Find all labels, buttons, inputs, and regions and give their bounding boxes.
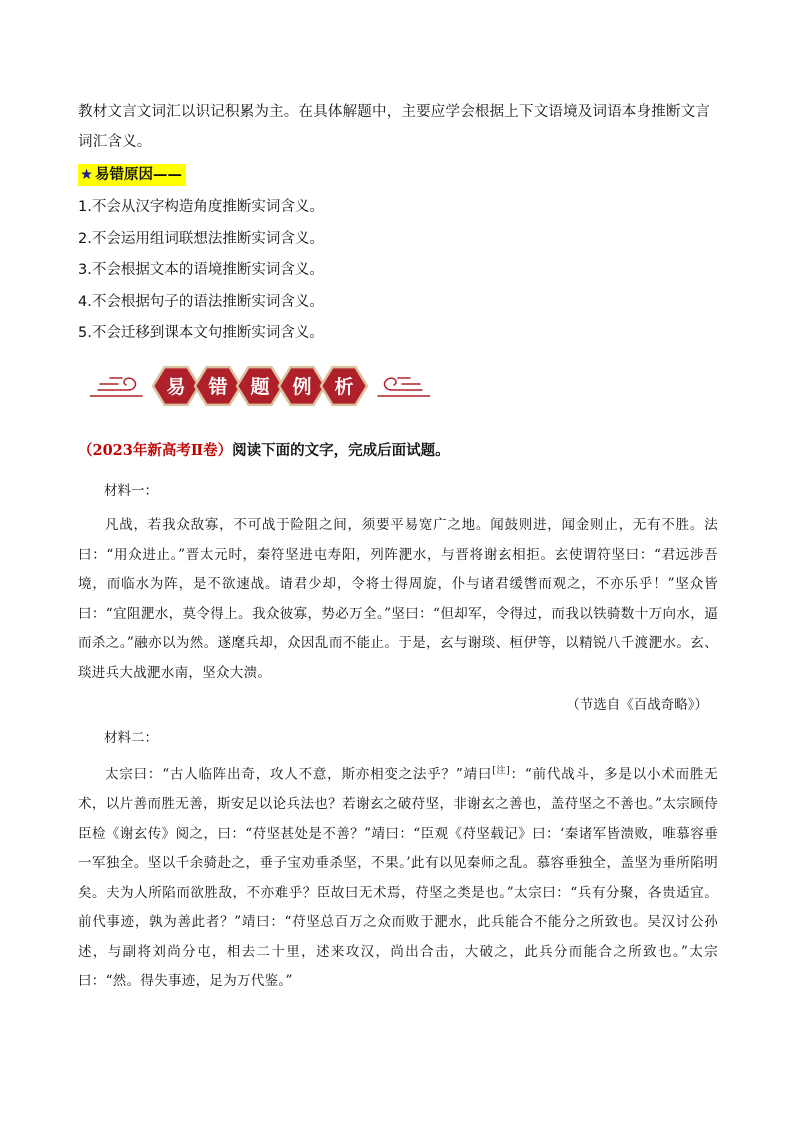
error-causes-heading-text: 易错原因—— bbox=[95, 167, 182, 183]
section-banner bbox=[90, 362, 430, 410]
list-item: 1.不会从汉字构造角度推断实词含义。 bbox=[78, 199, 324, 215]
exam-source: （2023年新高考Ⅱ卷） bbox=[78, 442, 233, 459]
star-icon: ★ bbox=[80, 167, 93, 183]
banner-char: 错 bbox=[208, 376, 228, 398]
banner-char: 例 bbox=[292, 376, 312, 398]
question-source-line bbox=[78, 440, 718, 462]
question-instruction: 阅读下面的文字，完成后面试题。 bbox=[232, 442, 450, 459]
right-cloud-ornament-icon bbox=[378, 378, 430, 396]
left-cloud-ornament-icon bbox=[90, 378, 142, 396]
error-causes-list bbox=[78, 195, 718, 353]
list-item: 2.不会运用组词联想法推断实词含义。 bbox=[78, 230, 324, 247]
material-one-source: （节选自《百战奇略》） bbox=[566, 697, 708, 713]
error-causes-heading bbox=[78, 164, 186, 186]
banner-char: 析 bbox=[334, 376, 354, 398]
banner-char: 易 bbox=[166, 376, 186, 398]
material-two-text bbox=[78, 757, 718, 997]
material-one-text: 凡战，若我众敌寡，不可战于险阻之间，须要平易宽广之地。闻鼓则进，闻金则止，无有不胜。法曰：“用众进止。”晋太元时，秦符坚进屯寿阳，列阵淝水，与晋将谢玄相拒。玄使谓符坚曰：“君远涉吾境，而临水为阵，是不欲速战。请君少却，令将士得周旋，仆与诸君缓辔而观之，不亦乐乎！”坚众皆曰：“宜阻淝水，莫令得上。我众彼寡，势必万全。”坚曰：“但却军，令得过，而我以铁骑数十万向水，逼而杀之。”融亦以为然。遂麾兵却，众因乱而不能止。于是，玄与谢琰、桓伊等，以精锐八千渡淝水。玄、琰进兵大战淝水南，坚众大溃。 bbox=[78, 517, 718, 681]
annotation-marker: [注] bbox=[492, 766, 511, 776]
material-two-label: 材料二： bbox=[104, 730, 158, 746]
list-item: 4.不会根据句子的语法推断实词含义。 bbox=[78, 293, 324, 310]
material-one-label: 材料一： bbox=[104, 483, 158, 499]
banner-char: 题 bbox=[250, 376, 270, 398]
material-two-text-start: 太宗曰：“古人临阵出奇，攻人不意，斯亦相变之法乎？”靖曰 bbox=[105, 766, 493, 783]
list-item: 5.不会迁移到课本文句推断实词含义。 bbox=[78, 325, 324, 341]
material-two-text-rest: ：“前代战斗，多是以小术而胜无术，以片善而胜无善，斯安足以论兵法也？若谢玄之破苻坚，非谢玄之善也，盖苻坚之不善也。”太宗顾侍臣检《谢玄传》阅之，曰：“苻坚甚处是不善？”靖曰：“臣观《苻坚载记》曰：‘秦诸军皆溃败，唯慕容垂一军独全。坚以千余骑赴之，垂子宝劝垂杀坚，不果。’此有以见秦师之乱。慕容垂独全，盖坚为垂所陷明矣。夫为人所陷而欲胜敌，不亦难乎？臣故曰无术焉，苻坚之类是也。”太宗曰：“兵有分聚，各贵适宜。前代事迹，孰为善此者？”靖曰：“苻坚总百万之众而败于淝水，此兵能合不能分之所致也。吴汉讨公孙述，与副将刘尚分屯，相去二十里，述来攻汉，尚出合击，大破之，此兵分而能合之所致也。”太宗曰：“然。得失事迹，足为万代鉴。” bbox=[78, 766, 718, 989]
list-item: 3.不会根据文本的语境推断实词含义。 bbox=[78, 262, 324, 278]
intro-paragraph: 教材文言文词汇以识记积累为主。在具体解题中，主要应学会根据上下文语境及词语本身推断文言词汇含义。 bbox=[78, 104, 711, 150]
